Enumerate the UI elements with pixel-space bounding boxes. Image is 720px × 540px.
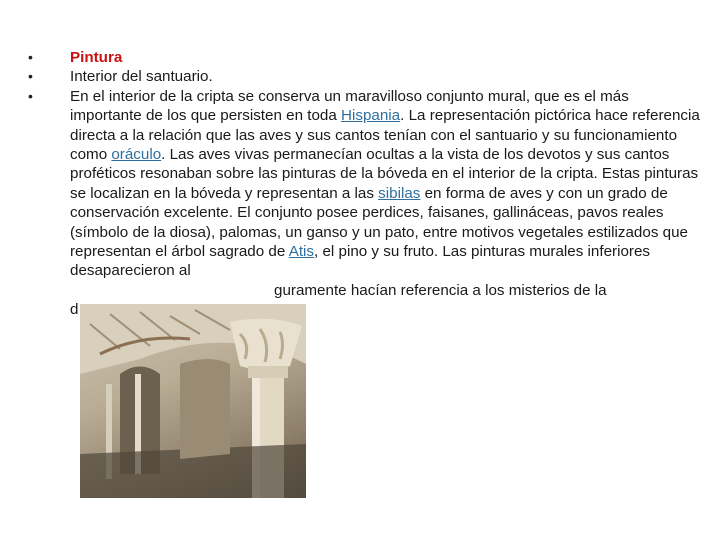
- paragraph-text-6: guramente hacían referencia a los misterios de la: [274, 281, 607, 299]
- link-sibilas[interactable]: sibilas: [378, 184, 421, 202]
- paragraph-text-4: en forma de aves y con un grado de conservación excelente. El conjunto posee perdices, faisanes, gallináceas, pavos reales (símbolo de la diosa), palomas, un ganso y un pato, entre motivos vegetales estilizados que representan el árbol sagrado de: [70, 184, 688, 261]
- bullet-item-title: [28, 48, 700, 67]
- bullet-icon: •: [28, 49, 33, 65]
- link-atis[interactable]: Atis: [288, 243, 315, 261]
- paragraph-text-5: , el pino y su fruto. Las pinturas murales inferiores desaparecieron al: [70, 243, 650, 280]
- bullet-item-paragraph: [28, 87, 700, 320]
- crypt-illustration: [80, 304, 306, 498]
- paragraph-text-2: . La representación pictórica hace referencia directa a la relación que las aves y sus cantos tenían con el santuario y su funcionamiento como: [70, 107, 700, 164]
- subtitle-text: Interior del santuario.: [70, 68, 213, 86]
- bullet-icon: •: [28, 87, 33, 104]
- paragraph-text-3: . Las aves vivas permanecían ocultas a la vista de los devotos y sus cantos proféticos resonaban sobre las pinturas de la bóveda en el interior de la cripta. Estas pinturas se localizan en la bóveda y representan a las: [70, 146, 699, 202]
- slide-title: Pintura: [70, 49, 123, 66]
- crypt-photo: [80, 304, 306, 498]
- bullet-list: [28, 48, 700, 320]
- link-hispania[interactable]: Hispania: [341, 107, 401, 125]
- paragraph-text-7: d: [70, 301, 79, 319]
- bullet-item-subtitle: [28, 67, 700, 86]
- back-wall: [180, 359, 230, 459]
- paragraph-text-1: En el interior de la cripta se conserva un maravilloso conjunto mural, que es el más importante de los que persisten en toda: [70, 87, 629, 125]
- bullet-icon: •: [28, 68, 33, 85]
- link-oraculo[interactable]: oráculo: [111, 146, 162, 164]
- column-necking: [248, 366, 288, 378]
